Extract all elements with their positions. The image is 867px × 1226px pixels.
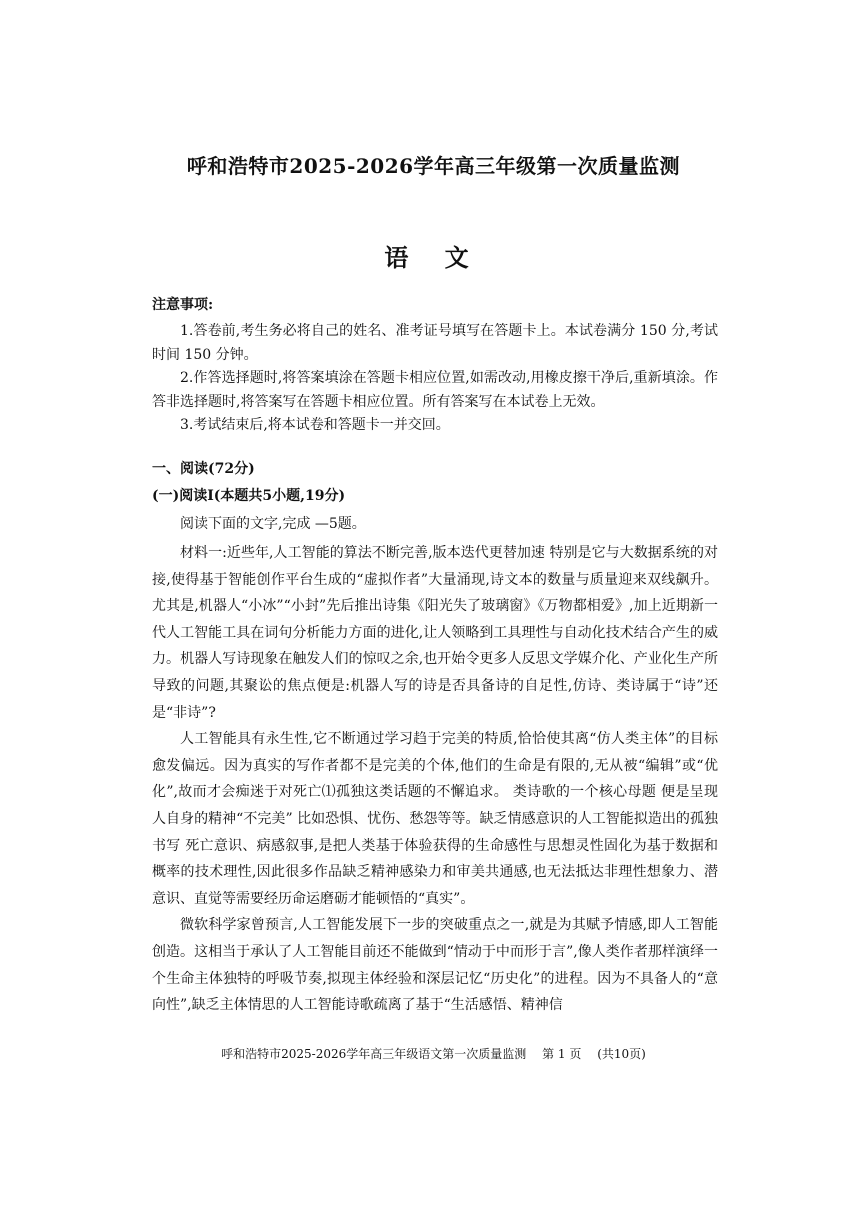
passage-paragraph: 材料一:近些年,人工智能的算法不断完善,版本迭代更替加速 特别是它与大数据系统的对接,使得基于智能创作平台生成的“虚拟作者”大量涌现,诗文本的数量与质量迎来双线飙升。尤其是,机器人“小冰”“小封”先后推出诗集《阳光失了玻璃窗》《万物都相爱》,加上近期新一代人工智能工具在词句分析能力方面的进化,让人领略到工具理性与自动化技术结合产生的威力。机器人写诗现象在触发人们的惊叹之余,也开始令更多人反思文学媒介化、产业化生产所导致的问题,其聚讼的焦点便是:机器人写的诗是否具备诗的自足性,仿诗、类诗属于“诗”还是“非诗”? bbox=[152, 545, 718, 721]
passage-paragraph: 人工智能具有永生性,它不断通过学习趋于完美的特质,恰恰使其离“仿人类主体”的目标愈发偏远。因为真实的写作者都不是完美的个体,他们的生命是有限的,无从被“编辑”或“优化”,故而才会痴迷于对死亡⑴孤独这类话题的不懈追求。 类诗歌的一个核心母题 便是呈现人自身的精神“不完美” 比如恐惧、忧伤、愁怨等等。缺乏情感意识的人工智能拟造出的孤独书写 死亡意识、病感叙事,是把人类基于体验获得的生命感性与思想灵性固化为基于数据和概率的技术理性,因此很多作品缺乏精神感染力和审美共通感,也无法抵达非理性想象力、潜意识、直觉等需要经历命运磨砺才能顿悟的“真实”。 bbox=[152, 731, 718, 907]
notes-list bbox=[152, 320, 718, 438]
footer-exam-name: 呼和浩特市2025-2026学年高三年级语文第一次质量监测 bbox=[221, 1047, 527, 1061]
notes-heading: 注意事项: bbox=[152, 297, 214, 313]
reading-passage bbox=[152, 540, 718, 1019]
passage-paragraph: 微软科学家曾预言,人工智能发展下一步的突破重点之一,就是为其赋予情感,即人工智能创造。这相当于承认了人工智能目前还不能做到“情动于中而形于言”,像人类作者那样演绎一个生命主体独特的呼吸节奏,拟现主体经验和深层记忆“历史化”的进程。因为不具备人的“意向性”,缺乏主体情思的人工智能诗歌疏离了基于“生活感悟、精神信 bbox=[152, 917, 718, 1014]
note-item: 2.作答选择题时,将答案填涂在答题卡相应位置,如需改动,用橡皮擦干净后,重新填涂。作答非选择题时,将答案写在答题卡相应位置。所有答案写在本试卷上无效。 bbox=[152, 370, 718, 410]
reading-instruction: 阅读下面的文字,完成 —5题。 bbox=[180, 516, 366, 532]
page-footer bbox=[0, 1045, 867, 1062]
note-item: 1.答卷前,考生务必将自己的姓名、准考证号填写在答题卡上。本试卷满分 150 分,考试时间 150 分钟。 bbox=[152, 323, 718, 363]
subsection-heading: (一)阅读Ⅰ(本题共5小题,19分) bbox=[152, 488, 346, 504]
section-heading: 一、阅读(72分) bbox=[152, 461, 255, 477]
exam-title: 呼和浩特市2025-2026学年高三年级第一次质量监测 bbox=[186, 154, 681, 178]
subject-title: 语 文 bbox=[384, 243, 483, 272]
footer-total-pages: (共10页) bbox=[597, 1047, 646, 1061]
note-item: 3.考试结束后,将本试卷和答题卡一并交回。 bbox=[180, 417, 450, 433]
footer-page-number: 第 1 页 bbox=[542, 1047, 582, 1061]
